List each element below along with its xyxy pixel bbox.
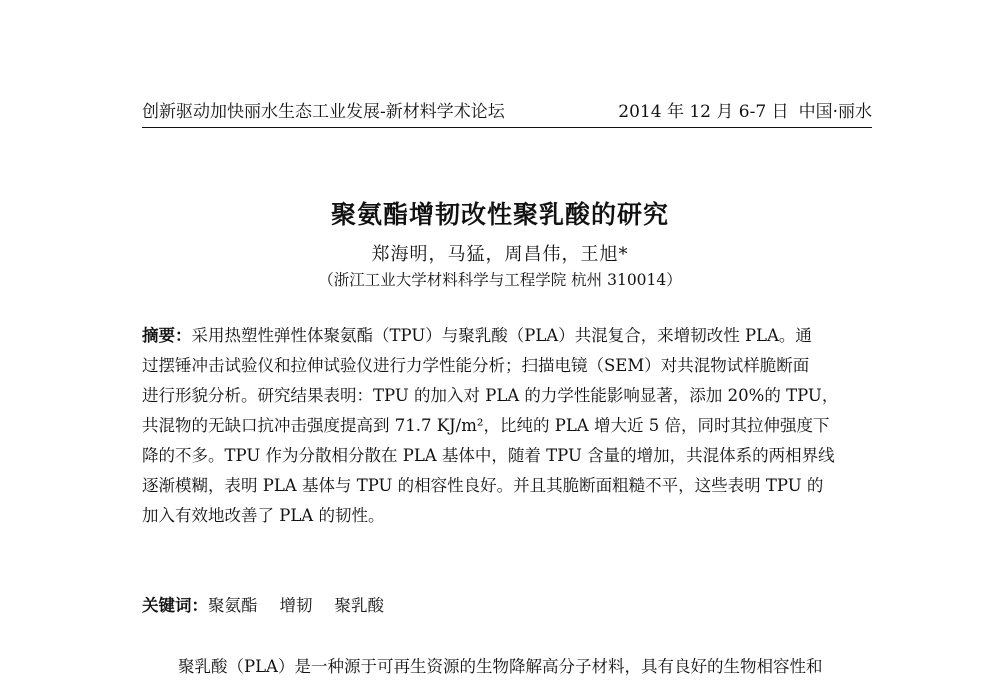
- abstract-label: 摘要：: [142, 326, 192, 345]
- abstract: [142, 321, 872, 531]
- keywords-label: 关键词：: [142, 596, 208, 615]
- abstract-line: 过摆锤冲击试验仪和拉伸试验仪进行力学性能分析；扫描电镜（SEM）对共混物试样脆断面: [142, 356, 810, 375]
- abstract-line: 加入有效地改善了 PLA 的韧性。: [142, 506, 385, 525]
- abstract-line: 进行形貌分析。研究结果表明：TPU 的加入对 PLA 的力学性能影响显著，添加 20%的 TPU，: [142, 386, 839, 405]
- paper-affiliation: （浙江工业大学材料科学与工程学院 杭州 310014）: [318, 271, 682, 289]
- paper-title: 聚氨酯增韧改性聚乳酸的研究: [330, 200, 669, 229]
- running-header: [142, 100, 872, 126]
- header-divider: [142, 127, 872, 128]
- body-paragraph: 聚乳酸（PLA）是一种源于可再生资源的生物降解高分子材料，具有良好的生物相容性和: [178, 657, 823, 676]
- abstract-line: 降的不多。TPU 作为分散相分散在 PLA 基体中，随着 TPU 含量的增加，共混体系的两相界线: [142, 446, 835, 465]
- keyword: 增韧: [279, 596, 313, 615]
- conference-date-location: [618, 100, 872, 124]
- abstract-text: 采用热塑性弹性体聚氨酯（TPU）与聚乳酸（PLA）共混复合，来增韧改性 PLA。通: [191, 326, 812, 345]
- abstract-line: [142, 321, 872, 351]
- keyword: 聚乳酸: [334, 596, 384, 615]
- conference-name: 创新驱动加快丽水生态工业发展-新材料学术论坛: [142, 102, 505, 122]
- keywords: [142, 593, 872, 619]
- keyword: 聚氨酯: [208, 596, 258, 615]
- abstract-line: 逐渐模糊，表明 PLA 基体与 TPU 的相容性良好。并且其脆断面粗糙不平，这些表明 TPU 的: [142, 476, 824, 495]
- conference-location: 中国·丽水: [798, 102, 872, 122]
- paper-authors: 郑海明，马猛，周昌伟，王旭*: [371, 244, 629, 265]
- abstract-line: 共混物的无缺口抗冲击强度提高到 71.7 KJ/m²，比纯的 PLA 增大近 5 倍，同时其拉伸强度下: [142, 416, 830, 435]
- conference-date: 2014 年 12 月 6-7 日: [618, 102, 789, 122]
